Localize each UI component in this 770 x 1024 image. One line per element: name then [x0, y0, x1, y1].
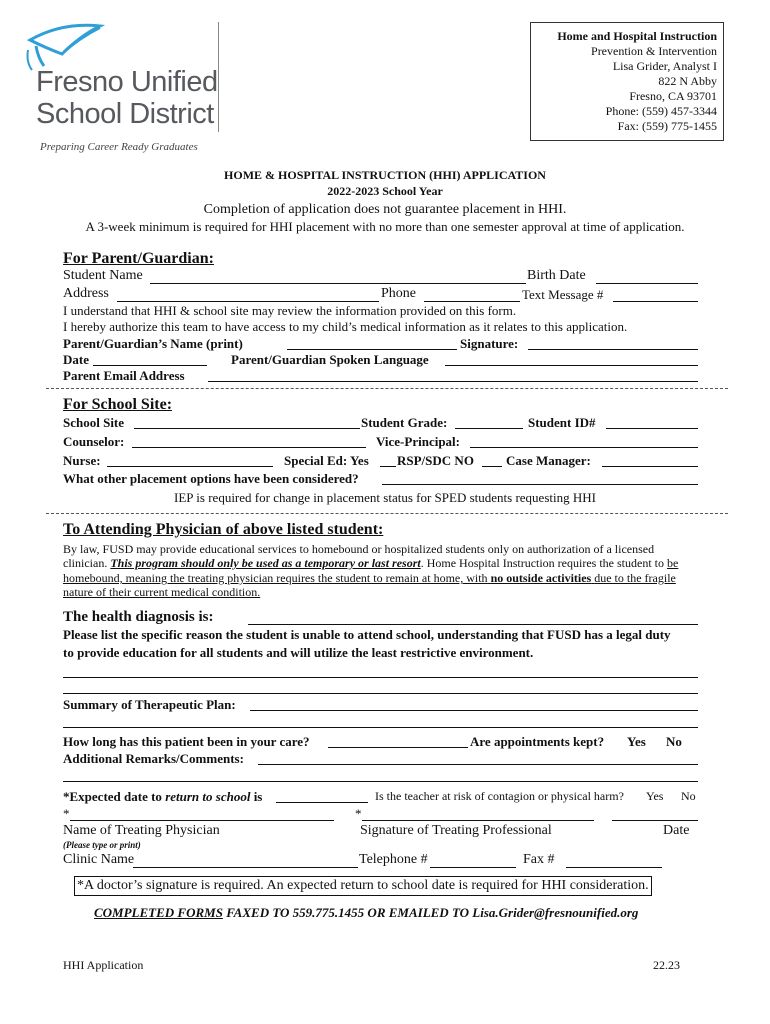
address-phone: Phone: (559) 457-3344 [605, 104, 717, 118]
appointments-no-option[interactable]: No [666, 734, 682, 749]
no-outside-activities: no outside activities [490, 571, 592, 585]
contagion-question: Is the teacher at risk of contagion or physical harm? [375, 789, 624, 803]
contagion-yes-option[interactable]: Yes [646, 789, 664, 803]
signature-label: Signature: [460, 336, 519, 351]
address-title: Home and Hospital Instruction [557, 29, 717, 43]
contagion-no-option[interactable]: No [681, 789, 696, 803]
diagnosis-field[interactable] [248, 624, 698, 625]
birth-date-label: Birth Date [527, 268, 586, 283]
submit-details: FAXED TO 559.775.1455 OR EMAILED TO Lisa.Grider@fresnounified.org [226, 905, 639, 920]
school-year: 2022-2023 School Year [327, 184, 443, 198]
spoken-language-label: Parent/Guardian Spoken Language [231, 352, 429, 367]
phone-label: Phone [381, 286, 416, 301]
address-fax: Fax: (559) 775-1455 [617, 119, 717, 133]
understand-text: I understand that HHI & school site may review the information provided on this form. [63, 303, 517, 318]
text-message-field[interactable] [613, 301, 698, 302]
nurse-field[interactable] [107, 466, 273, 467]
reason-field[interactable] [63, 677, 698, 678]
return-date-label [63, 789, 262, 805]
address-label: Address [63, 286, 109, 301]
return-date-text: *Expected date to [63, 789, 162, 804]
phone-field[interactable] [424, 301, 520, 302]
footer-version: 22.23 [653, 958, 680, 972]
law-paragraph-1: By law, FUSD may provide educational services to homebound or hospitalized students only on authorization of a licensed [63, 542, 655, 556]
reason-field[interactable] [63, 693, 698, 694]
remarks-label: Additional Remarks/Comments: [63, 751, 244, 766]
fax-label: Fax # [523, 852, 555, 867]
law-text: clinician. [63, 556, 108, 570]
guardian-name-label: Parent/Guardian’s Name (print) [63, 336, 243, 351]
care-duration-label: How long has this patient been in your care? [63, 734, 310, 749]
completed-forms-text: COMPLETED FORMS [94, 905, 223, 920]
physician-name-label: Name of Treating Physician [63, 823, 220, 838]
notice-placement: Completion of application does not guarantee placement in HHI. [203, 202, 567, 217]
therapeutic-plan-field[interactable] [250, 710, 698, 711]
address-box [530, 22, 724, 141]
temporary-note: This program should only be used as a temporary or last resort [110, 556, 421, 570]
logo-divider [218, 22, 219, 132]
counselor-label: Counselor: [63, 434, 125, 449]
iep-note: IEP is required for change in placement status for SPED students requesting HHI [174, 490, 596, 505]
return-date-field[interactable] [276, 802, 368, 803]
care-duration-field[interactable] [328, 747, 468, 748]
telephone-field[interactable] [430, 867, 516, 868]
vice-principal-field[interactable] [470, 447, 698, 448]
physician-signature-field[interactable] [362, 820, 594, 821]
case-manager-label: Case Manager: [506, 453, 591, 468]
student-name-field[interactable] [150, 283, 526, 284]
address-line: Lisa Grider, Analyst I [612, 59, 717, 73]
email-field[interactable] [208, 381, 698, 382]
rsp-no-field[interactable] [482, 466, 502, 467]
student-id-label: Student ID# [528, 415, 596, 430]
nurse-label: Nurse: [63, 453, 101, 468]
address-line: 822 N Abby [658, 74, 717, 88]
other-options-label: What other placement options have been considered? [63, 471, 359, 486]
diagnosis-label: The health diagnosis is: [63, 609, 214, 625]
address-field[interactable] [117, 301, 379, 302]
law-text: due to the fragile [594, 571, 676, 585]
law-paragraph-4: nature of their current medical condition. [63, 585, 261, 599]
spoken-language-field[interactable] [445, 365, 698, 366]
district-logo [22, 18, 222, 128]
notice-minimum: A 3-week minimum is required for HHI placement with no more than one semester approval at time of application. [85, 219, 685, 234]
required-star: * [355, 806, 362, 821]
vice-principal-label: Vice-Principal: [376, 434, 460, 449]
birth-date-field[interactable] [596, 283, 698, 284]
diagnosis-instructions-1: Please list the specific reason the student is unable to attend school, understanding that FUSD has a legal duty [63, 627, 671, 642]
signature-date-label: Date [663, 823, 690, 838]
school-site-field[interactable] [134, 428, 360, 429]
logo-line-1: Fresno Unified [36, 66, 218, 98]
clinic-field[interactable] [133, 867, 358, 868]
authorize-text: I hereby authorize this team to have access to my child’s medical information as it relates to this application. [63, 319, 628, 334]
student-id-field[interactable] [606, 428, 698, 429]
date-field[interactable] [93, 365, 207, 366]
physician-signature-label: Signature of Treating Professional [360, 823, 552, 838]
therapeutic-plan-field[interactable] [63, 727, 698, 728]
special-ed-yes-field[interactable] [380, 466, 396, 467]
return-date-text: is [253, 789, 263, 804]
law-text: homebound, meaning the treating physician requires the student to remain at home, with [63, 571, 488, 585]
signature-field[interactable] [528, 349, 698, 350]
email-label: Parent Email Address [63, 368, 185, 383]
address-line: Fresno, CA 93701 [629, 89, 717, 103]
text-message-label: Text Message # [522, 287, 604, 302]
law-text: . Home Hospital Instruction requires the student to [420, 556, 664, 570]
student-name-label: Student Name [63, 268, 143, 283]
guardian-name-field[interactable] [287, 349, 457, 350]
required-star: * [63, 806, 70, 821]
form-title: HOME & HOSPITAL INSTRUCTION (HHI) APPLICATION [224, 168, 546, 182]
appointments-yes-option[interactable]: Yes [627, 734, 646, 749]
diagnosis-instructions-2: to provide education for all students and will utilize the least restrictive environment. [63, 645, 534, 660]
submission-instructions [94, 905, 638, 921]
date-label: Date [63, 352, 89, 367]
remarks-field[interactable] [258, 764, 698, 765]
logo-line-2: School District [36, 98, 214, 130]
print-note: (Please type or print) [63, 840, 141, 850]
law-text: be [667, 556, 679, 570]
other-options-field[interactable] [382, 484, 698, 485]
counselor-field[interactable] [132, 447, 366, 448]
case-manager-field[interactable] [602, 466, 698, 467]
signature-date-field[interactable] [612, 820, 698, 821]
therapeutic-plan-label: Summary of Therapeutic Plan: [63, 697, 236, 712]
appointments-label: Are appointments kept? [470, 734, 605, 749]
rsp-label: RSP/SDC NO [397, 453, 474, 468]
physician-heading: To Attending Physician of above listed student: [63, 521, 384, 538]
school-site-label: School Site [63, 415, 125, 430]
school-heading: For School Site: [63, 396, 173, 413]
tagline: Preparing Career Ready Graduates [40, 141, 198, 153]
law-paragraph-2 [63, 556, 678, 571]
law-paragraph-3 [63, 571, 676, 586]
physician-name-field[interactable] [70, 820, 334, 821]
parent-heading: For Parent/Guardian: [63, 250, 214, 267]
remarks-field[interactable] [63, 781, 698, 782]
footer-form-name: HHI Application [63, 958, 144, 972]
section-divider [46, 388, 728, 389]
fax-field[interactable] [566, 867, 662, 868]
doctor-signature-notice: *A doctor’s signature is required. An expected return to school date is required for HHI consideration. [74, 876, 652, 896]
address-line: Prevention & Intervention [591, 44, 717, 58]
section-divider [46, 513, 728, 514]
telephone-label: Telephone # [359, 852, 428, 867]
special-ed-label: Special Ed: Yes [284, 453, 369, 468]
student-grade-label: Student Grade: [361, 415, 448, 430]
clinic-label: Clinic Name [63, 852, 135, 867]
student-grade-field[interactable] [455, 428, 523, 429]
return-to-school-text: return to school [165, 789, 251, 804]
